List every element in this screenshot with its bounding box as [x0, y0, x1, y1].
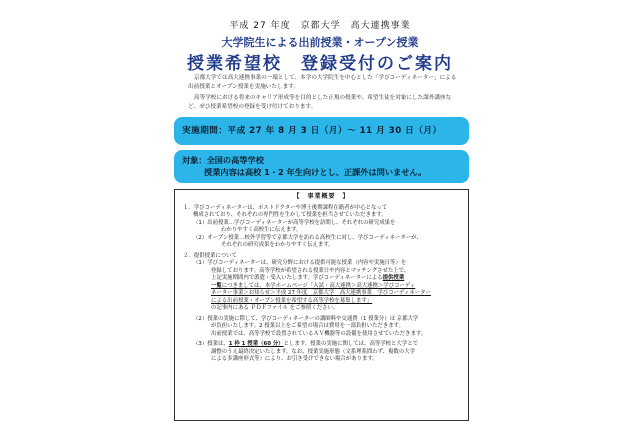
section-2-item-1-cont-b	[181, 275, 462, 283]
target-line-1: 対象：全国の高等学校	[182, 155, 264, 165]
section-1-item-1-cont: わかりやすく高校生に伝えます。	[221, 227, 302, 233]
main-title: 授業希望校 登録受付のご案内	[187, 54, 453, 74]
period-text: 実施期間：平成 27 年 8 月 3 日（月）～ 11 月 30 日（月）	[182, 126, 442, 136]
section-2-item-3-lead: （3）授業は、	[193, 341, 229, 347]
section-1-text-cont: 構成されており、それぞれの専門性を生かして授業を担当させていただきます。	[193, 212, 387, 218]
section-2-title: ２．提供授業について	[183, 252, 237, 259]
intro-text	[188, 74, 458, 114]
section-2-item-2-cont-a: が負担いたします。2 授業以上をご希望の場合は費用を一部負担いただきます。	[211, 323, 404, 329]
list-emphasis: 一覧	[211, 282, 222, 289]
section-2-item-3-cont-b: による多講座形式等）により、お引き受けできない場合があります。	[211, 356, 378, 362]
sub-title: 大学院生による出前授業・オープン授業	[221, 36, 419, 49]
section-1-item-1: （1）出前授業…学びコーディネーターが高等学校を訪問し、それぞれの研究成果を	[193, 219, 396, 226]
section-2-item-1-cont-b-text: 上記実施期間内で派遣・受入いたします。学びコーディネーターによる	[211, 275, 383, 281]
section-2-item-2: （2）授業の実施に際して、学びコーディネーターの講師料や交通費（1 授業分）は 京都大学	[193, 315, 419, 322]
organization-line: 平成 27 年度 京都大学 高大連携事業	[229, 21, 411, 31]
intro-paragraph-1: 京都大学では高大連携事業の一環として、本学の大学院生を中心とした「学びコーディネーター」による出前授業とオープン授業を実施いたします。	[188, 75, 457, 90]
class-slot-emphasis: 1 枠 1 授業（60 分）	[228, 341, 284, 347]
section-2-item-1-cont-c	[181, 283, 462, 291]
period-panel	[174, 117, 469, 145]
section-2-item-1: （1）学びコーディネーターは、研究分野における提供可能な授業（内容や実施日等）を	[193, 260, 407, 266]
homepage-reference-link[interactable]: につきましては、本学ホームページ「入試・高大連携＞高大連携＞学びコーディ	[221, 282, 416, 289]
section-2-item-3-cont-a: 調整のうえ最終決定いたします。なお、授業実施形態（文系理系問わず、複数の大学	[211, 348, 415, 355]
section-2-item-1-cont-e[interactable]: による出前授業・オープン授業を希望する高等学校を募集します」	[211, 297, 373, 304]
offered-classes-emphasis: 提供授業	[382, 275, 405, 281]
section-2-item-1-cont-f: の記事内にある ＰＤＦファイル をご参照ください。	[211, 305, 339, 311]
intro-paragraph-2: 高等学校における将来のキャリア形成等を目的とした正規の授業や、希望生徒を対象にした課外講座など、ぜひ授業希望校の登録を受け付けております。	[188, 95, 452, 110]
section-1-text: １．学びコーディネーターは、ポストドクターや博士後期課程在籍者が中心となって	[183, 204, 388, 211]
outline-heading: 【 事業概要 】	[293, 193, 350, 200]
outline-box	[174, 189, 469, 421]
section-2-item-2-cont-b: 出前授業では、高等学校で設置されているＡＶ機器等の設備を使用させていただきます。	[211, 330, 427, 337]
section-2-item-3	[181, 341, 462, 349]
target-line-2: 授業内容は高校 1・2 年生向けとし、正課外は問いません。	[204, 167, 427, 177]
section-1-item-2-cont: それぞれの研究成果をわかりやすく伝えます。	[221, 242, 334, 248]
section-2-item-3-tail: とします。授業の実施に関しては、高等学校と大学とで	[283, 341, 418, 347]
section-1-item-2: （2）オープン授業…校外学習等で京都大学を訪れる高校生に対し、学びコーディネーターが、	[193, 234, 422, 241]
section-2-item-1-cont-d[interactable]: ネーター事業＞お知らせ＞平成 27 年度 京都大学 高大連携事業 学びコーディネーター	[211, 290, 431, 296]
section-2-item-1-cont-a: 登録しております。高等学校が希望される授業日や内容とマッチングさせた上で、	[211, 267, 410, 274]
target-panel	[174, 150, 469, 183]
